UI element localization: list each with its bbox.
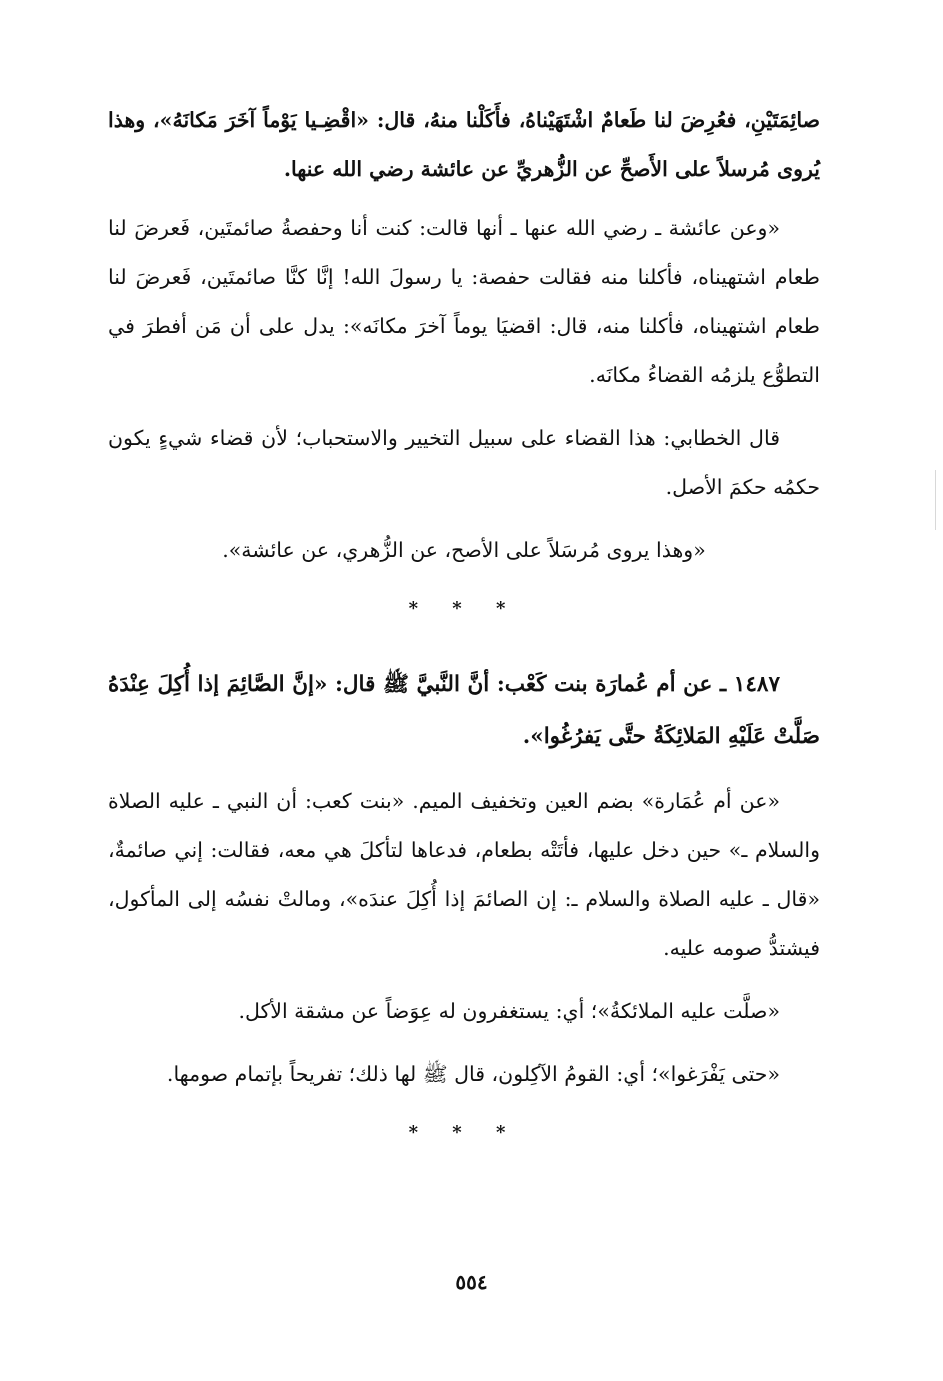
- page-body: [108, 96, 820, 1183]
- margin-rule: [935, 470, 936, 530]
- paragraph-hadith-continuation: صائِمَتَيْنِ، فعُرِضَ لنا طَعامٌ اشْتَهَيْناهُ، فأَكَلْنا منهُ، قال: «اقْضِـيا يَوْماً آخَرَ مَكانَهُ»، وهذا يُروى مُرسلاً على الأَصحِّ عن الزُّهريِّ عن عائشة رضي الله عنها.: [108, 108, 820, 181]
- hadith-1487: ١٤٨٧ ـ عن أم عُمارَة بنت كَعْب: أنَّ النَّبيَّ ﷺ قال: «إنَّ الصَّائِمَ إذا أُكِلَ عِنْدَهُ صَلَّتْ عَلَيْهِ المَلائِكَةُ حتَّى يَفرُغُوا».: [108, 672, 820, 749]
- paragraph-mursal-note: «وهذا يروى مُرسَلاً على الأصح، عن الزُّهري، عن عائشة».: [222, 538, 706, 562]
- section-separator-end: * * *: [408, 1122, 520, 1143]
- paragraph-angels-pray: «صلَّت عليه الملائكةُ»؛ أي: يستغفرون له عِوَضاً عن مشقة الأكل.: [238, 999, 780, 1023]
- paragraph-commentary-aisha: «وعن عائشة ـ رضي الله عنها ـ أنها قالت: كنت أنا وحفصةُ صائمتَين، فَعرضَ لنا طعام اشتهيناه، فأكلنا منه فقالت حفصة: يا رسولَ الله! إنَّا كنَّا صائمتَين، فَعرضَ لنا طعام اشتهيناه، فأكلنا منه، قال: اقضيَا يوماً آخرَ مكانَه»: يدل على أن مَن أفطرَ في التطوُّع يلزمُه القضاءُ مكانَه.: [108, 216, 820, 387]
- paragraph-khattabi: قال الخطابي: هذا القضاء على سبيل التخيير والاستحباب؛ لأن قضاء شيءٍ يكون حكمُه حكمَ الأصل.: [108, 426, 820, 499]
- paragraph-until-finish: «حتى يَفْرَغوا»؛ أي: القومُ الآكِلون، قال ﷺ لها ذلك؛ تفريحاً بإتمام صومها.: [166, 1062, 780, 1086]
- paragraph-umm-umara: «عن أم عُمَارة» بضم العين وتخفيف الميم. «بنت كعب: أن النبي ـ عليه الصلاة والسلام ـ» حين دخل عليها، فأتَتْه بطعام، فدعاها لتأكلَ هي معه، فقالت: إني صائمةٌ، «قال ـ عليه الصلاة والسلام ـ: إن الصائمَ إذا أُكِلَ عندَه»، ومالتْ نفسُه إلى المأكول، فيشتدُّ صومه عليه.: [108, 789, 820, 960]
- page-number: ٥٥٤: [455, 1270, 488, 1294]
- section-separator: * * *: [408, 598, 520, 619]
